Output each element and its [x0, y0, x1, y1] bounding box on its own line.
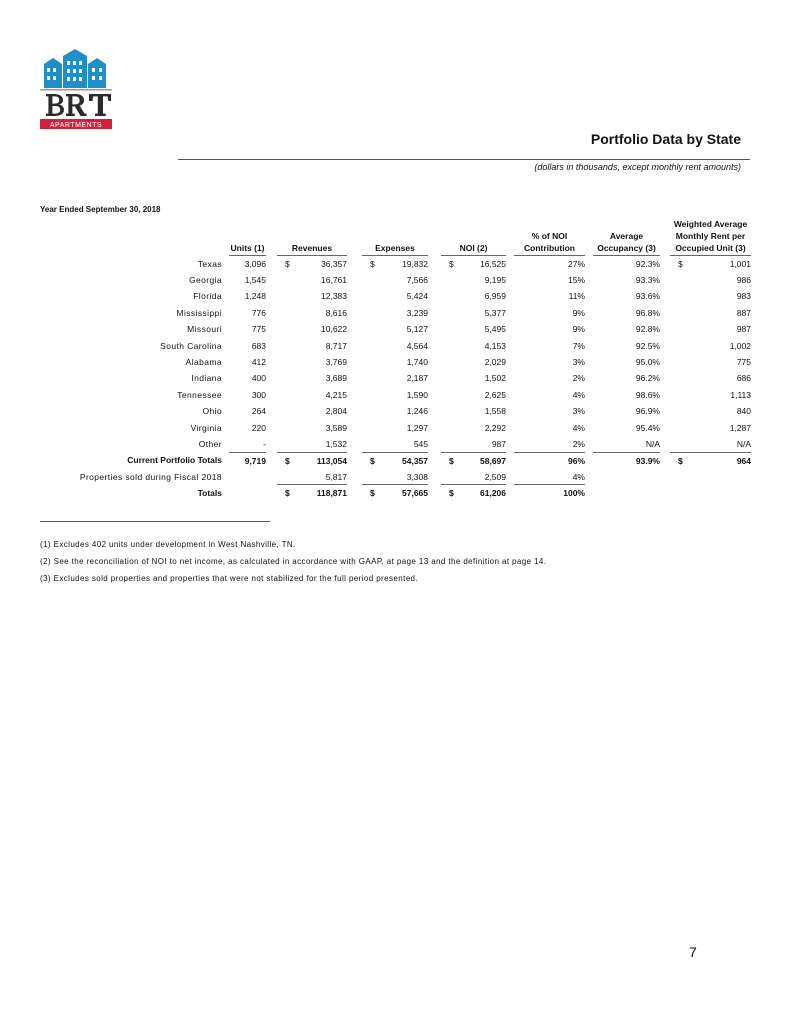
units-cell — [229, 370, 266, 386]
expenses-cell — [362, 256, 428, 272]
col-revenues: Revenues — [277, 218, 347, 256]
cell-value: 19,832 — [402, 258, 428, 269]
revenues-cell — [277, 288, 347, 304]
cell-value: 2,029 — [484, 357, 506, 368]
cell-value: 300 — [251, 389, 266, 400]
cell-value: - — [263, 438, 266, 449]
cell-value: N/A — [736, 438, 751, 449]
period-label: Year Ended September 30, 2018 — [40, 205, 161, 214]
page-subtitle: (dollars in thousands, except monthly rent amounts) — [534, 162, 741, 172]
noi-pct-cell — [514, 387, 585, 403]
cell-value: 220 — [251, 422, 266, 433]
row-label — [40, 337, 222, 353]
table-row — [40, 337, 751, 353]
expenses-cell — [362, 354, 428, 370]
totals-row — [40, 485, 751, 501]
cell-value: 93.9% — [635, 455, 660, 466]
cell-value: 1,002 — [729, 340, 751, 351]
row-label — [40, 419, 222, 435]
currency-symbol: $ — [370, 488, 375, 499]
noi-cell — [441, 256, 506, 272]
table-row — [40, 354, 751, 370]
cell-value: 2,804 — [325, 406, 347, 417]
table-header — [40, 218, 751, 256]
cell-value: 264 — [251, 406, 266, 417]
cell-value: 57,665 — [402, 488, 428, 499]
occupancy-cell — [593, 305, 660, 321]
currency-symbol: $ — [370, 455, 375, 466]
noi-cell — [441, 305, 506, 321]
svg-text:APARTMENTS: APARTMENTS — [49, 122, 103, 129]
units-cell — [229, 288, 266, 304]
row-label — [40, 403, 222, 419]
cell-value: 545 — [413, 438, 428, 449]
currency-symbol: $ — [449, 455, 454, 466]
cell-value: 12,383 — [321, 291, 347, 302]
noi-pct-cell — [514, 305, 585, 321]
expenses-cell — [362, 337, 428, 353]
cell-value: 3,239 — [406, 307, 428, 318]
noi-pct-cell — [514, 288, 585, 304]
page-number: 7 — [689, 944, 697, 960]
cell-value: 1,532 — [325, 438, 347, 449]
col-expenses: Expenses — [362, 218, 428, 256]
cell-value: 11% — [568, 291, 585, 302]
cell-value: 1,246 — [406, 406, 428, 417]
cell-value: 2% — [572, 438, 585, 449]
cell-value: 7% — [572, 340, 585, 351]
cell-value: 412 — [251, 357, 266, 368]
cell-value: 775 — [736, 357, 751, 368]
cell-value: 2,509 — [484, 471, 506, 482]
cell-value: 3,769 — [325, 357, 347, 368]
cell-value: 1,740 — [406, 357, 428, 368]
expenses-cell — [362, 288, 428, 304]
cell-value: 683 — [251, 340, 266, 351]
cell-value: 118,871 — [316, 488, 347, 499]
noi-cell — [441, 272, 506, 288]
revenues-cell — [277, 337, 347, 353]
cell-value: 775 — [251, 324, 266, 335]
expenses-cell — [362, 419, 428, 435]
cell-value: Indiana — [191, 373, 222, 384]
cell-value: 98.6% — [635, 389, 660, 400]
cell-value: 3,308 — [406, 471, 428, 482]
cell-value: 36,357 — [321, 258, 347, 269]
rent-cell — [670, 305, 751, 321]
noi-pct-cell — [514, 485, 585, 501]
units-cell — [229, 436, 266, 452]
cell-value: 9,195 — [484, 275, 506, 286]
cell-value: 9% — [572, 307, 585, 318]
cell-value: 4% — [572, 422, 585, 433]
revenues-cell — [277, 256, 347, 272]
cell-value: 3,589 — [325, 422, 347, 433]
brt-apartments-logo — [38, 48, 114, 130]
revenues-cell — [277, 469, 347, 485]
cell-value: 96.9% — [635, 406, 660, 417]
cell-value: 2,292 — [484, 422, 506, 433]
cell-value: 964 — [736, 455, 751, 466]
cell-value: 686 — [736, 373, 751, 384]
occupancy-cell — [593, 354, 660, 370]
cell-value: 983 — [736, 291, 751, 302]
cell-value: 840 — [736, 406, 751, 417]
noi-cell — [441, 387, 506, 403]
cell-value: 1,297 — [406, 422, 428, 433]
cell-value: Other — [198, 438, 222, 449]
cell-value: 58,697 — [480, 455, 506, 466]
cell-value: Missouri — [187, 324, 222, 335]
cell-value: 6,959 — [484, 291, 506, 302]
cell-value: N/A — [645, 438, 660, 449]
rent-cell — [670, 272, 751, 288]
cell-value: Virginia — [190, 422, 222, 433]
cell-value: 93.6% — [635, 291, 660, 302]
units-cell — [229, 387, 266, 403]
revenues-cell — [277, 419, 347, 435]
occupancy-cell — [593, 272, 660, 288]
revenues-cell — [277, 436, 347, 452]
noi-cell — [441, 321, 506, 337]
cell-value: 4% — [572, 471, 585, 482]
cell-value: Texas — [197, 258, 222, 269]
cell-value: 987 — [491, 438, 506, 449]
footnote-3: (3) Excludes sold properties and properties that were not stabilized for the full period presented. — [40, 574, 419, 583]
noi-cell — [441, 337, 506, 353]
noi-cell — [441, 354, 506, 370]
occupancy-cell — [593, 288, 660, 304]
cell-value: 54,357 — [402, 455, 428, 466]
row-label — [40, 272, 222, 288]
cell-value: 4% — [572, 389, 585, 400]
currency-symbol: $ — [285, 488, 290, 499]
cell-value: 1,502 — [484, 373, 506, 384]
table-row — [40, 288, 751, 304]
row-label — [40, 485, 222, 501]
noi-pct-cell — [514, 370, 585, 386]
expenses-cell — [362, 370, 428, 386]
cell-value: Current Portfolio Totals — [127, 455, 222, 466]
noi-pct-cell — [514, 452, 585, 468]
currency-symbol: $ — [678, 455, 683, 466]
noi-cell — [441, 469, 506, 485]
revenues-cell — [277, 387, 347, 403]
noi-cell — [441, 419, 506, 435]
occupancy-cell — [593, 419, 660, 435]
cell-value: 96.2% — [635, 373, 660, 384]
expenses-cell — [362, 469, 428, 485]
cell-value: Mississippi — [176, 307, 222, 318]
rent-cell — [670, 403, 751, 419]
rent-cell — [670, 256, 751, 272]
expenses-cell — [362, 321, 428, 337]
cell-value: 5,127 — [406, 324, 428, 335]
noi-cell — [441, 370, 506, 386]
cell-value: Georgia — [188, 275, 222, 286]
table-row — [40, 419, 751, 435]
revenues-cell — [277, 305, 347, 321]
cell-value: 16,761 — [321, 275, 347, 286]
cell-value: South Carolina — [160, 340, 222, 351]
cell-value: 4,215 — [325, 389, 347, 400]
cell-value: 400 — [251, 373, 266, 384]
cell-value: 5,377 — [484, 307, 506, 318]
table-row — [40, 256, 751, 272]
noi-cell — [441, 452, 506, 468]
expenses-cell — [362, 305, 428, 321]
revenues-cell — [277, 354, 347, 370]
cell-value: 3,689 — [325, 373, 347, 384]
cell-value: 987 — [736, 324, 751, 335]
cell-value: 96.8% — [635, 307, 660, 318]
cell-value: 95.4% — [635, 422, 660, 433]
cell-value: 986 — [736, 275, 751, 286]
occupancy-cell — [593, 452, 660, 468]
noi-pct-cell — [514, 337, 585, 353]
rent-cell — [670, 370, 751, 386]
cell-value: 1,558 — [484, 406, 506, 417]
row-label — [40, 354, 222, 370]
rent-cell — [670, 452, 751, 468]
page-title: Portfolio Data by State — [590, 131, 741, 147]
table-row — [40, 370, 751, 386]
cell-value: 1,001 — [729, 258, 751, 269]
cell-value: Properties sold during Fiscal 2018 — [79, 471, 222, 482]
revenues-cell — [277, 370, 347, 386]
cell-value: 113,054 — [316, 455, 347, 466]
cell-value: 9% — [572, 324, 585, 335]
cell-value: 92.5% — [635, 340, 660, 351]
cell-value: 776 — [251, 307, 266, 318]
row-label — [40, 436, 222, 452]
rent-cell — [670, 337, 751, 353]
units-cell — [229, 354, 266, 370]
cell-value: 1,248 — [244, 291, 266, 302]
cell-value: 5,424 — [406, 291, 428, 302]
revenues-cell — [277, 272, 347, 288]
cell-value: 61,206 — [480, 488, 506, 499]
table-row — [40, 305, 751, 321]
col-occupancy: Average Occupancy (3) — [593, 218, 660, 256]
cell-value: 3% — [572, 406, 585, 417]
noi-cell — [441, 288, 506, 304]
footnote-1: (1) Excludes 402 units under development in West Nashville, TN. — [40, 540, 296, 549]
row-label — [40, 370, 222, 386]
units-cell — [229, 403, 266, 419]
cell-value: 7,566 — [406, 275, 428, 286]
cell-value: 8,616 — [325, 307, 347, 318]
table-row — [40, 321, 751, 337]
cell-value: 1,545 — [244, 275, 266, 286]
expenses-cell — [362, 485, 428, 501]
expenses-cell — [362, 452, 428, 468]
units-cell — [229, 419, 266, 435]
units-cell — [229, 452, 266, 468]
cell-value: 9,719 — [244, 455, 266, 466]
rent-cell — [670, 419, 751, 435]
title-divider — [178, 159, 750, 160]
row-label — [40, 452, 222, 468]
cell-value: Alabama — [185, 357, 222, 368]
cell-value: 27% — [567, 258, 585, 269]
currency-symbol: $ — [449, 488, 454, 499]
cell-value: 92.8% — [635, 324, 660, 335]
rent-cell — [670, 436, 751, 452]
cell-value: Florida — [193, 291, 222, 302]
cell-value: Tennessee — [177, 389, 222, 400]
occupancy-cell — [593, 256, 660, 272]
cell-value: 887 — [736, 307, 751, 318]
currency-symbol: $ — [449, 258, 454, 269]
row-label — [40, 305, 222, 321]
revenues-cell — [277, 321, 347, 337]
currency-symbol: $ — [285, 455, 290, 466]
table-row — [40, 272, 751, 288]
cell-value: 96% — [567, 455, 585, 466]
cell-value: 4,564 — [406, 340, 428, 351]
revenues-cell — [277, 452, 347, 468]
units-cell — [229, 305, 266, 321]
occupancy-cell — [593, 387, 660, 403]
row-label — [40, 469, 222, 485]
table-row — [40, 387, 751, 403]
occupancy-cell — [593, 436, 660, 452]
occupancy-cell — [593, 403, 660, 419]
noi-pct-cell — [514, 469, 585, 485]
cell-value: 2,625 — [484, 389, 506, 400]
units-cell — [229, 321, 266, 337]
noi-pct-cell — [514, 272, 585, 288]
sold-properties-row — [40, 469, 751, 485]
expenses-cell — [362, 403, 428, 419]
noi-pct-cell — [514, 419, 585, 435]
currency-symbol: $ — [285, 258, 290, 269]
units-cell — [229, 256, 266, 272]
cell-value: 3,096 — [244, 258, 266, 269]
expenses-cell — [362, 272, 428, 288]
row-label — [40, 256, 222, 272]
cell-value: 10,622 — [321, 324, 347, 335]
col-noi-pct: % of NOI Contribution — [514, 218, 585, 256]
cell-value: 100% — [563, 488, 585, 499]
units-cell — [229, 337, 266, 353]
table-row — [40, 436, 751, 452]
noi-pct-cell — [514, 436, 585, 452]
noi-cell — [441, 485, 506, 501]
currency-symbol: $ — [678, 258, 683, 269]
noi-pct-cell — [514, 354, 585, 370]
cell-value: 5,817 — [325, 471, 347, 482]
currency-symbol: $ — [370, 258, 375, 269]
cell-value: 92.3% — [635, 258, 660, 269]
cell-value: 1,113 — [730, 389, 751, 400]
expenses-cell — [362, 387, 428, 403]
cell-value: 2,187 — [406, 373, 428, 384]
col-noi: NOI (2) — [441, 218, 506, 256]
rent-cell — [670, 321, 751, 337]
cell-value: 4,153 — [484, 340, 506, 351]
revenues-cell — [277, 485, 347, 501]
occupancy-cell — [593, 370, 660, 386]
portfolio-table — [40, 218, 751, 501]
rent-cell — [670, 387, 751, 403]
cell-value: 2% — [572, 373, 585, 384]
col-rent: Weighted Average Monthly Rent per Occupied Unit (3) — [670, 218, 751, 256]
units-cell — [229, 272, 266, 288]
footnote-2: (2) See the reconciliation of NOI to net income, as calculated in accordance with GAAP, at page 13 and the definition at page 14. — [40, 557, 547, 566]
col-units: Units (1) — [229, 218, 266, 256]
footnote-divider — [40, 521, 270, 522]
noi-pct-cell — [514, 403, 585, 419]
cell-value: 93.3% — [635, 275, 660, 286]
rent-cell — [670, 354, 751, 370]
noi-cell — [441, 403, 506, 419]
row-label — [40, 387, 222, 403]
cell-value: 95.0% — [635, 357, 660, 368]
rent-cell — [670, 288, 751, 304]
cell-value: 15% — [567, 275, 585, 286]
current-totals-row — [40, 452, 751, 468]
cell-value: 3% — [572, 357, 585, 368]
cell-value: 16,525 — [480, 258, 506, 269]
cell-value: Ohio — [202, 406, 222, 417]
occupancy-cell — [593, 321, 660, 337]
cell-value: Totals — [197, 488, 222, 499]
table-row — [40, 403, 751, 419]
noi-pct-cell — [514, 256, 585, 272]
row-label — [40, 288, 222, 304]
cell-value: 8,717 — [325, 340, 347, 351]
noi-pct-cell — [514, 321, 585, 337]
cell-value: 1,287 — [729, 422, 751, 433]
cell-value: 1,590 — [406, 389, 428, 400]
occupancy-cell — [593, 337, 660, 353]
noi-cell — [441, 436, 506, 452]
expenses-cell — [362, 436, 428, 452]
cell-value: 5,495 — [484, 324, 506, 335]
row-label — [40, 321, 222, 337]
revenues-cell — [277, 403, 347, 419]
